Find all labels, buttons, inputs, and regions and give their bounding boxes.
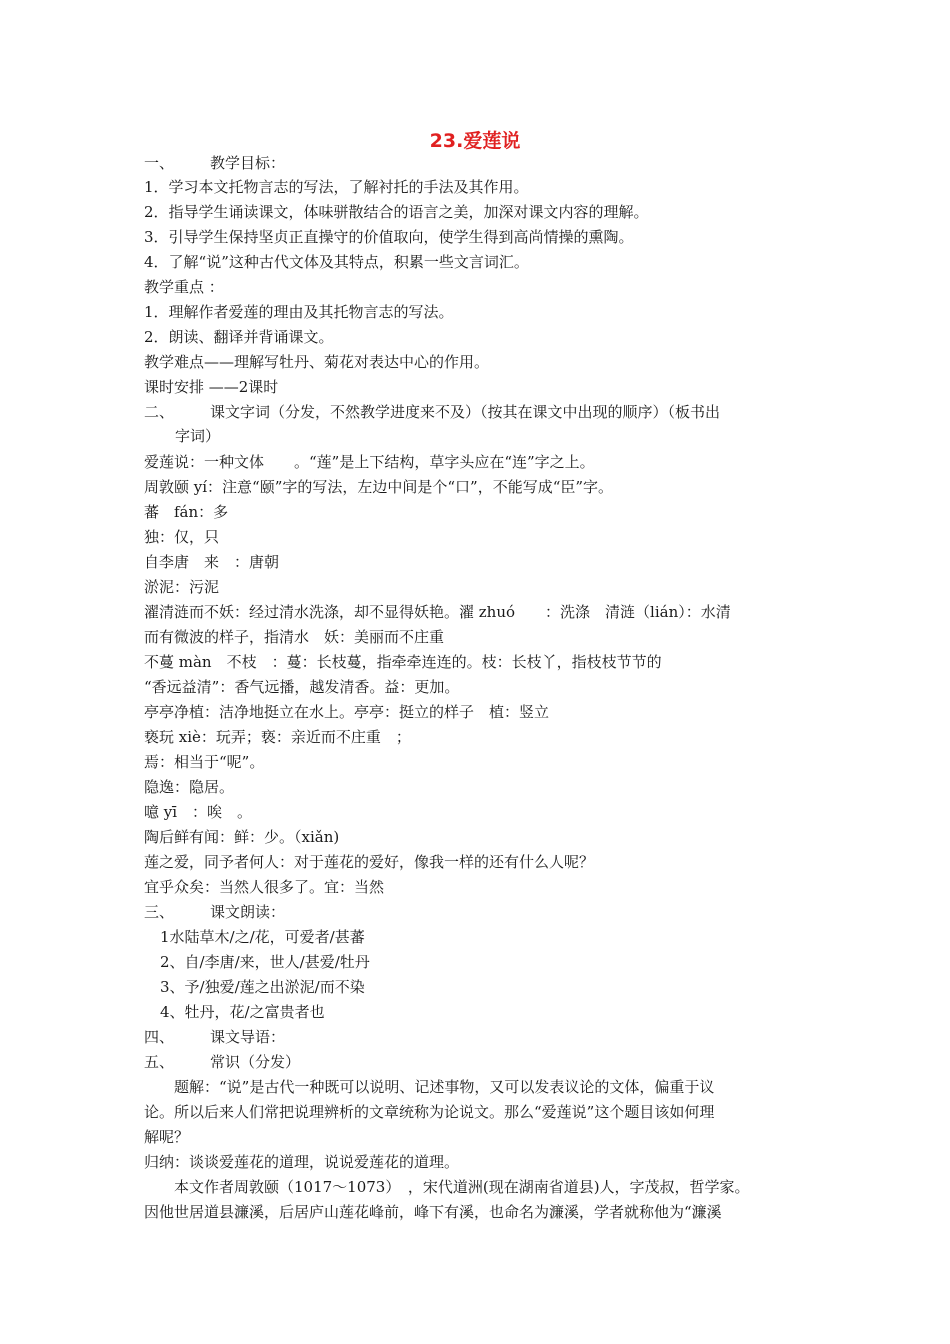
text-line	[144, 1201, 814, 1223]
text-line	[144, 501, 814, 523]
text-line	[144, 726, 814, 748]
text-line	[144, 776, 814, 798]
line-text: “香远益清”：香气远播，越发清香。益：更加。	[144, 678, 460, 696]
text-line	[144, 626, 814, 648]
text-line	[144, 526, 814, 548]
line-text: 隐逸：隐居。	[144, 778, 235, 796]
text-line	[144, 201, 814, 223]
section-number: 三、	[144, 903, 175, 921]
line-text: 亵玩 xiè：玩弄；亵：亲近而不庄重 ；	[144, 728, 411, 746]
line-text: 课文朗读：	[210, 903, 286, 921]
line-text: 归纳：谈谈爱莲花的道理，说说爱莲花的道理。	[144, 1153, 460, 1171]
text-line	[144, 1151, 814, 1173]
section-number: 一、	[144, 154, 175, 172]
line-text: 焉：相当于“呢”。	[144, 753, 265, 771]
text-line	[144, 326, 814, 348]
text-line	[175, 425, 845, 447]
line-text: 宜乎众矣：当然人很多了。宜：当然	[144, 878, 385, 896]
text-line	[144, 851, 814, 873]
section-number: 二、	[144, 403, 175, 421]
line-text: 教学难点——理解写牡丹、菊花对表达中心的作用。	[144, 353, 490, 371]
line-text: 课文字词（分发，不然教学进度来不及）（按其在课文中出现的顺序）（板书出	[210, 403, 721, 421]
line-text: 淤泥：污泥	[144, 578, 220, 596]
line-text: 不蔓 màn 不枝 ：蔓：长枝蔓，指牵牵连连的。枝：长枝丫，指枝枝节节的	[144, 653, 662, 671]
line-text: 莲之爱，同予者何人：对于莲花的爱好，像我一样的还有什么人呢？	[144, 853, 595, 871]
text-line	[144, 351, 814, 373]
text-line	[144, 876, 814, 898]
text-line	[160, 976, 830, 998]
text-line	[144, 651, 814, 673]
text-line	[144, 901, 814, 923]
text-line	[144, 276, 814, 298]
text-line	[144, 451, 814, 473]
line-text: 常识（分发）	[210, 1053, 301, 1071]
text-line	[144, 152, 814, 174]
line-text: 论。所以后来人们常把说理辨析的文章统称为论说文。那么“爱莲说”这个题目该如何理	[144, 1103, 715, 1121]
text-line	[144, 1126, 814, 1148]
line-text: 而有微波的样子，指清水 妖：美丽而不庄重	[144, 628, 445, 646]
line-text: 濯清涟而不妖：经过清水洗涤，却不显得妖艳。濯 zhuó ：洗涤 清涟（lián）：水清	[144, 603, 731, 621]
line-text: 3、予/独爱/莲之出淤泥/而不染	[160, 978, 365, 996]
line-text: 噫 yī ：唉 。	[144, 803, 253, 821]
text-line	[160, 1001, 830, 1023]
text-line	[144, 801, 814, 823]
text-line	[144, 1051, 814, 1073]
text-line	[144, 551, 814, 573]
line-text: 爱莲说：一种文体 。“莲”是上下结构，草字头应在“连”字之上。	[144, 453, 595, 471]
line-text: 本文作者周敦颐（1017～1073） ，宋代道洲(现在湖南省道县)人，字茂叔，哲学家。	[144, 1178, 750, 1196]
text-line	[144, 1176, 814, 1198]
line-text: 课文导语：	[210, 1028, 286, 1046]
line-text: 2．指导学生诵读课文，体味骈散结合的语言之美，加深对课文内容的理解。	[144, 203, 649, 221]
text-line	[144, 576, 814, 598]
text-line	[144, 226, 814, 248]
line-text: 课时安排 ——2课时	[144, 378, 279, 396]
line-text: 4、牡丹，花/之富贵者也	[160, 1003, 325, 1021]
section-number: 四、	[144, 1028, 175, 1046]
text-line	[144, 401, 814, 423]
text-line	[144, 826, 814, 848]
line-text: 独：仅，只	[144, 528, 220, 546]
line-text: 蕃 fán：多	[144, 503, 229, 521]
line-text: 字词）	[175, 427, 221, 445]
text-line	[144, 476, 814, 498]
line-text: 1．理解作者爱莲的理由及其托物言志的写法。	[144, 303, 454, 321]
text-line	[144, 601, 814, 623]
line-text: 周敦颐 yí：注意“颐”字的写法，左边中间是个“口”，不能写成“臣”字。	[144, 478, 614, 496]
line-text: 自李唐 来 ：唐朝	[144, 553, 280, 571]
line-text: 亭亭净植：洁净地挺立在水上。亭亭：挺立的样子 植：竖立	[144, 703, 550, 721]
text-line	[144, 701, 814, 723]
line-text: 解呢？	[144, 1128, 190, 1146]
text-line	[144, 376, 814, 398]
text-line	[144, 251, 814, 273]
text-line	[160, 926, 830, 948]
line-text: 1．学习本文托物言志的写法，了解衬托的手法及其作用。	[144, 178, 529, 196]
section-number: 五、	[144, 1053, 175, 1071]
text-line	[144, 1101, 814, 1123]
text-line	[144, 751, 814, 773]
text-line	[144, 301, 814, 323]
line-text: 因他世居道县濂溪，后居庐山莲花峰前，峰下有溪，也命名为濂溪，学者就称他为“濂溪	[144, 1203, 722, 1221]
text-line	[144, 176, 814, 198]
line-text: 1水陆草木/之/花，可爱者/甚蕃	[160, 928, 365, 946]
line-text: 4．了解“说”这种古代文体及其特点，积累一些文言词汇。	[144, 253, 529, 271]
line-text: 2．朗读、翻译并背诵课文。	[144, 328, 334, 346]
line-text: 教学重点 ：	[144, 278, 224, 296]
line-text: 3．引导学生保持坚贞正直操守的价值取向，使学生得到高尚情操的熏陶。	[144, 228, 634, 246]
line-text: 教学目标：	[210, 154, 286, 172]
text-line	[144, 676, 814, 698]
document-title: 23.爱莲说	[429, 130, 521, 152]
text-line	[160, 951, 830, 973]
line-text: 2、自/李唐/来，世人/甚爱/牡丹	[160, 953, 370, 971]
line-text: 陶后鲜有闻：鲜：少。（xiǎn)	[144, 828, 340, 846]
text-line	[144, 1026, 814, 1048]
text-line	[144, 1076, 814, 1098]
line-text: 题解：“说”是古代一种既可以说明、记述事物，又可以发表议论的文体，偏重于议	[144, 1078, 715, 1096]
